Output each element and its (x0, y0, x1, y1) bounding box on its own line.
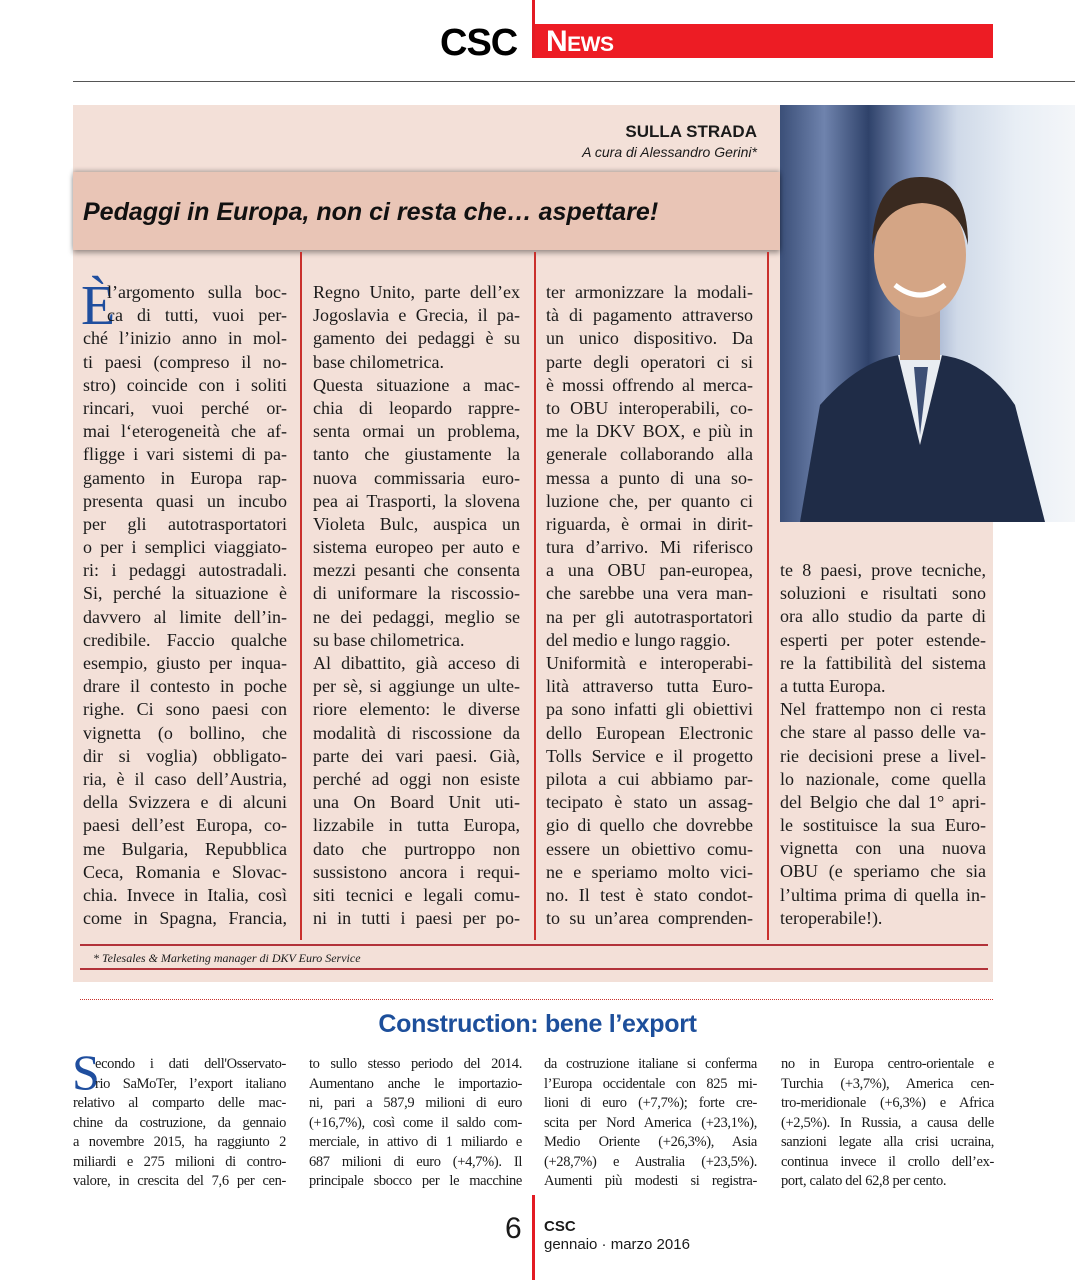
article-column-4 (780, 559, 986, 930)
text-line: vignetta con una nuova (780, 838, 986, 859)
text-line: Violeta Bulc, auspica un (313, 513, 520, 534)
column-divider (300, 252, 302, 940)
text-line: un unico dispositivo. Da (546, 328, 753, 349)
text-line: principale sbocco per le macchine (309, 1173, 522, 1189)
text-line: relativo al comparto delle mac- (73, 1095, 286, 1111)
rubric-name: SULLA STRADA (625, 122, 757, 141)
text-line: Si, perché la situazione è (83, 583, 287, 604)
text-line: to su un’area comprenden- (546, 908, 753, 929)
text-line: Ceca, Romania e Slovac- (83, 861, 287, 882)
article-column-3 (546, 281, 753, 930)
text-line: sussistono ancora i requi- (313, 861, 520, 882)
text-line: riguarda, è ormai in dirit- (546, 513, 753, 534)
text-line: sistema europeo per auto e (313, 537, 520, 558)
text-line: sanzioni legate alla crisi ucraina, (781, 1134, 994, 1150)
text-line: scita per Nord America (+23,1%), (544, 1114, 757, 1131)
text-line: Aumentano anche le importazio- (309, 1075, 522, 1092)
text-line: l’argomento sulla boc- (107, 282, 287, 302)
text-line: Aumenti più modesti si registra- (544, 1173, 757, 1189)
text-line: parte dei vari paesi. Già, (313, 745, 520, 766)
dotted-separator (80, 999, 993, 1000)
text-line: (+16,7%), così come il saldo com- (309, 1114, 522, 1131)
text-line: Al dibattito, già acceso di (313, 653, 520, 673)
text-line: Questa situazione a mac- (313, 374, 520, 395)
text-line: rio SaMoTer, l’export italiano (95, 1075, 286, 1092)
text-line: vignetta (o bollino, che (83, 722, 287, 743)
text-line: siti tecnici e legali comu- (313, 884, 520, 905)
footer-divider (532, 1195, 535, 1280)
news-title: Construction: bene l’export (378, 1010, 697, 1038)
text-line: me Bulgaria, Repubblica (83, 838, 287, 859)
footnote-rule (80, 968, 988, 970)
text-line: lo nazionale, come quella (780, 768, 986, 789)
text-line: ter armonizzare la modali- (546, 282, 753, 302)
text-line: del Belgio che dal 1° apri- (780, 791, 986, 812)
text-line: senta ormai un problema, (313, 421, 520, 442)
text-line: perché ad oggi non esiste (313, 768, 520, 789)
text-line: è mossi offrendo al merca- (546, 374, 753, 395)
text-line: (+2,5%). In Russia, a causa delle (781, 1114, 994, 1131)
text-line: lioni di euro (+7,7%); forte cre- (544, 1095, 757, 1111)
text-line: tanto che giustamente la (313, 444, 520, 465)
footer-brand: CSC (544, 1218, 576, 1235)
text-line: da costruzione italiane si conferma (544, 1056, 757, 1072)
text-line: a tutta Europa. (780, 675, 886, 696)
text-line: chia di leopardo rappre- (313, 397, 520, 418)
text-line: ché l’inizio anno in mol- (83, 328, 287, 349)
text-line: della Svizzera e di alcuni (83, 792, 287, 813)
text-line: davvero al limite dell’in- (83, 606, 287, 627)
text-line: rincari, vuoi perché or- (83, 397, 287, 418)
text-line: righe. Ci sono paesi con (83, 699, 287, 720)
text-line: to OBU interoperabili, co- (546, 397, 753, 418)
text-line: come in Spagna, Francia, (83, 908, 287, 929)
author-photo (780, 105, 1075, 522)
text-line: no in Europa centro-orientale e (781, 1056, 994, 1072)
text-line: lità attraverso tutta Euro- (546, 676, 753, 697)
text-line: tro-meridionale (+6,3%) e Africa (781, 1095, 994, 1111)
text-line: essere un obiettivo comu- (546, 838, 753, 859)
text-line: 687 milioni di euro (+4,7%). Il (309, 1153, 522, 1170)
text-line: pea ai Trasporti, la slovena (313, 490, 520, 511)
text-line: continua invece il crollo dell’ex- (781, 1153, 994, 1170)
text-line: te 8 paesi, prove tecniche, (780, 560, 986, 580)
text-line: nuova commissaria euro- (313, 467, 520, 488)
text-line: Nel frattempo non ci resta (780, 699, 986, 720)
footnote-rule (80, 944, 988, 946)
text-line: dato che purtroppo non (313, 838, 520, 859)
text-line: presenta quasi un incubo (83, 490, 287, 511)
text-line: Medio Oriente (+26,3%), Asia (544, 1134, 757, 1150)
column-divider (767, 252, 769, 940)
text-line: modalità di riscossione da (313, 722, 520, 743)
text-line: OBU (e speriamo che sia (780, 861, 986, 882)
text-line: paesi dell’est Europa, co- (83, 815, 287, 836)
text-line: stro) coincide con i soliti (83, 374, 287, 395)
text-line: fligge i vari sistemi di pa- (83, 444, 287, 465)
text-line: che stare al passo delle va- (780, 722, 986, 743)
text-line: su base chilometrica. (313, 629, 465, 650)
text-line: ora allo studio da parte di (780, 606, 986, 627)
drop-cap: È (81, 275, 116, 337)
text-line: generale collaborando alla (546, 444, 753, 465)
text-line: per gli autotrasportatori (83, 513, 287, 534)
article-column-2 (313, 281, 520, 930)
news-column-4 (781, 1055, 994, 1192)
text-line: lizzabile in tutta Europa, (313, 815, 520, 836)
text-line: gamento dei pedaggi è su (313, 328, 520, 349)
column-divider (534, 252, 536, 940)
text-line: valore, in crescita del 7,6 per cen- (73, 1173, 286, 1189)
text-line: ni in tutti i paesi per po- (313, 908, 520, 929)
text-line: mai l‘eterogeneità che af- (83, 421, 287, 442)
text-line: l’Europa occidentale con 825 mi- (544, 1075, 757, 1092)
text-line: di uniformare la riscossio- (313, 583, 520, 604)
text-line: Uniformità e interoperabi- (546, 653, 753, 673)
article-title: Pedaggi in Europa, non ci resta che… aspettare! (83, 198, 659, 226)
text-line: merciale, in attivo di 1 miliardo e (309, 1134, 522, 1150)
section-label: News (546, 25, 614, 58)
text-line: no. Il test è stato condot- (546, 884, 753, 905)
article-column-1 (81, 275, 287, 930)
text-line: pa sono infatti gli obiettivi (546, 699, 753, 720)
text-line: ti paesi (compreso il no- (83, 351, 287, 372)
text-line: tura d’arrivo. Mi riferisco (546, 537, 753, 558)
text-line: esperti per poter estende- (780, 629, 986, 650)
text-line: chine da costruzione, da gennaio (73, 1114, 286, 1131)
text-line: del medio e lungo raggio. (546, 629, 731, 650)
text-line: riore elemento: le diverse (313, 699, 520, 720)
text-line: parte degli operatori ci si (546, 351, 753, 372)
text-line: ne dei pedaggi, meglio se (313, 606, 520, 627)
text-line: a novembre 2015, ha raggiunto 2 (73, 1134, 286, 1150)
text-line: teroperabile!). (780, 907, 883, 928)
footnote: * Telesales & Marketing manager di DKV Euro Service (93, 951, 361, 965)
news-column-3 (544, 1055, 757, 1192)
text-line: o per i semplici viaggiato- (83, 537, 287, 558)
column-header (582, 122, 757, 160)
text-line: (+28,7%) e Australia (+23,5%). (544, 1153, 757, 1170)
text-line: l’ultima prima di quella in- (780, 884, 986, 905)
text-line: tecipato è stato un assag- (546, 792, 753, 813)
text-line: ca di tutti, vuoi per- (107, 305, 287, 326)
text-line: chia. Invece in Italia, così (83, 884, 287, 905)
text-line: ria, è il caso dell’Austria, (83, 768, 287, 789)
news-column-1 (73, 1055, 286, 1192)
text-line: esempio, giusto per inqua- (83, 653, 287, 673)
drop-cap: S (72, 1044, 100, 1100)
header-rule (73, 81, 1075, 82)
news-column-2 (309, 1055, 522, 1192)
text-line: base chilometrica. (313, 351, 444, 372)
text-line: Turchia (+3,7%), America cen- (781, 1075, 994, 1092)
text-line: una On Board Unit uti- (313, 792, 520, 813)
text-line: dir si voglia) obbligato- (83, 745, 287, 766)
text-line: ri: i pedaggi autostradali. (83, 560, 287, 581)
text-line: tà di pagamento attraverso (546, 305, 753, 326)
rubric-author: A cura di Alessandro Gerini* (582, 144, 757, 160)
text-line: luzione che, per quanto ci (546, 490, 753, 511)
text-line: gio di quello che dovrebbe (546, 815, 753, 836)
text-line: pilota a cui abbiamo par- (546, 768, 753, 789)
text-line: per sè, si aggiunge un ulte- (313, 676, 520, 697)
text-line: miliardi e 275 milioni di contro- (73, 1153, 286, 1170)
text-line: Regno Unito, parte dell’ex (313, 282, 520, 302)
text-line: dello European Electronic (546, 722, 753, 743)
text-line: na per gli autotrasportatori (546, 606, 753, 627)
text-line: me la DKV BOX, e più in (546, 421, 753, 442)
magazine-brand: CSC (440, 22, 518, 64)
text-line: Tolls Service e il progetto (546, 745, 753, 766)
text-line: soluzioni e risultati sono (780, 583, 986, 604)
text-line: rie decisioni prese a livel- (780, 745, 986, 766)
footer-issue: gennaio · marzo 2016 (544, 1236, 690, 1253)
page-number: 6 (505, 1212, 522, 1245)
text-line: econdo i dati dell'Osservato- (95, 1056, 286, 1072)
text-line: gamento in Europa rap- (83, 467, 287, 488)
text-line: ni, pari a 587,9 milioni di euro (309, 1095, 522, 1111)
text-line: Jogoslavia e Grecia, il pa- (313, 305, 520, 326)
text-line: messa a punto di una so- (546, 467, 753, 488)
text-line: port, calato del 62,8 per cento. (781, 1173, 947, 1189)
text-line: mezzi pesanti che consenta (313, 560, 520, 581)
text-line: le sostituisce la sua Euro- (780, 815, 986, 836)
text-line: re la fattibilità del sistema (780, 652, 986, 673)
text-line: ne e speriamo molto vici- (546, 861, 753, 882)
text-line: to sullo stesso periodo del 2014. (309, 1056, 522, 1072)
text-line: drare il contesto in poche (83, 676, 287, 697)
text-line: a una OBU pan-europea, (546, 560, 753, 581)
text-line: credibile. Faccio qualche (83, 629, 287, 650)
text-line: che sarebbe una vera man- (546, 583, 753, 604)
